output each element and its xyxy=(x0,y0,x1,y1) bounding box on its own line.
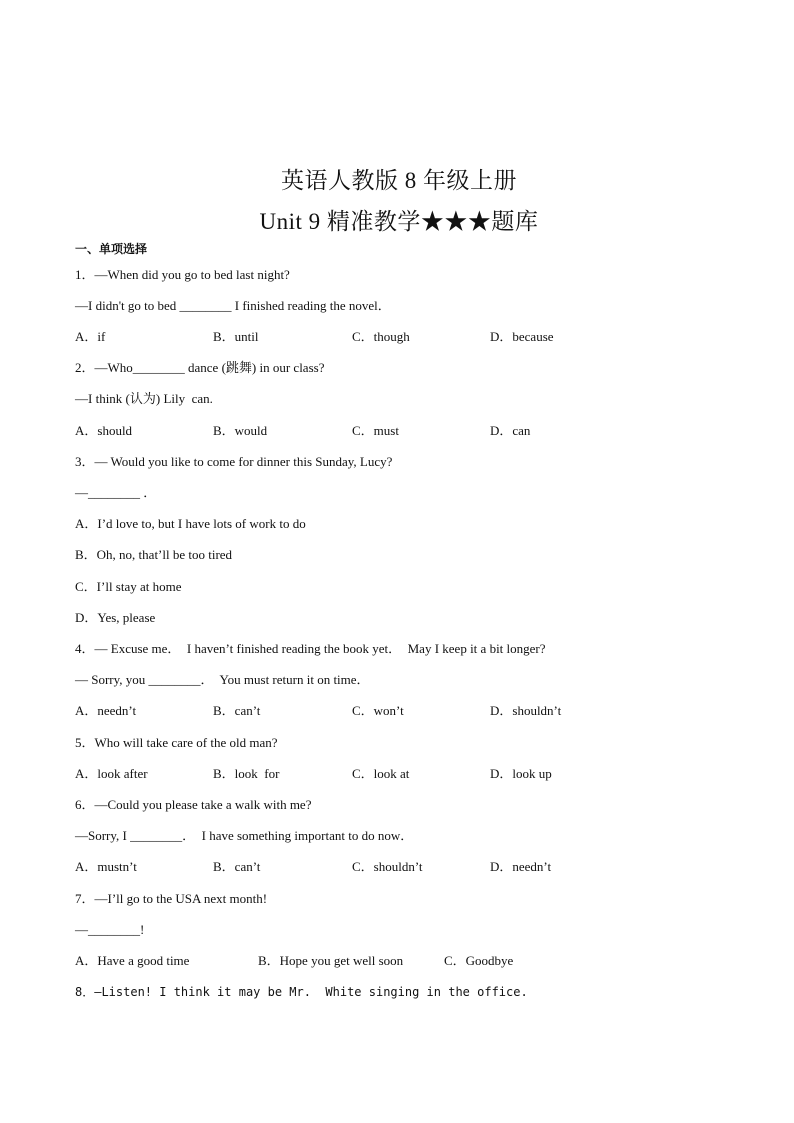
question-6-option-b: B．can’t xyxy=(213,859,261,874)
question-4-option-b: B．can’t xyxy=(213,703,261,718)
question-2-option-a: A．should xyxy=(75,423,133,438)
question-4-option-a: A．needn’t xyxy=(75,703,137,718)
question-1-option-d: D．because xyxy=(490,329,554,344)
question-3-option-b: B．Oh, no, that’ll be too tired xyxy=(75,547,233,562)
question-6-option-d: D．needn’t xyxy=(490,859,552,874)
question-6-option-c: C．shouldn’t xyxy=(352,859,423,874)
question-2-prompt: 2．—Who________ dance (跳舞) in our class? xyxy=(75,360,325,375)
question-2-option-d: D．can xyxy=(490,423,531,438)
question-3-option-d: D．Yes, please xyxy=(75,610,156,625)
question-1-prompt: 1．—When did you go to bed last night? xyxy=(75,267,290,282)
question-5-option-c: C．look at xyxy=(352,766,410,781)
question-5-prompt: 5．Who will take care of the old man? xyxy=(75,735,278,750)
question-1-option-a: A．if xyxy=(75,329,106,344)
question-3-response: —________ ． xyxy=(75,485,157,500)
question-3-prompt: 3．— Would you like to come for dinner this Sunday, Lucy? xyxy=(75,454,393,469)
section-heading: 一、单项选择 xyxy=(75,242,148,256)
question-5-option-b: B．look for xyxy=(213,766,280,781)
question-1-option-c: C．though xyxy=(352,329,410,344)
question-5-option-d: D．look up xyxy=(490,766,552,781)
question-3-option-a: A．I’d love to, but I have lots of work to do xyxy=(75,516,306,531)
question-2-option-b: B．would xyxy=(213,423,268,438)
question-6-prompt: 6．—Could you please take a walk with me? xyxy=(75,797,312,812)
question-1-response: —I didn't go to bed ________ I finished reading the novel． xyxy=(75,298,391,313)
question-3-option-c: C．I’ll stay at home xyxy=(75,579,182,594)
question-7-response: —________! xyxy=(75,922,145,937)
question-7-option-a: A．Have a good time xyxy=(75,953,190,968)
question-4-option-d: D．shouldn’t xyxy=(490,703,562,718)
question-4-prompt: 4．— Excuse me． I haven’t finished reading the book yet． May I keep it a bit longer? xyxy=(75,641,546,656)
question-6-option-a: A．mustn’t xyxy=(75,859,137,874)
question-8-prompt: 8．—Listen! I think it may be Mr. White singing in the office. xyxy=(75,985,528,999)
question-1-option-b: B．until xyxy=(213,329,259,344)
question-7-prompt: 7．—I’ll go to the USA next month! xyxy=(75,891,268,906)
question-4-option-c: C．won’t xyxy=(352,703,404,718)
question-5-option-a: A．look after xyxy=(75,766,148,781)
document-title: 英语人教版 8 年级上册 xyxy=(281,168,517,193)
question-7-option-c: C．Goodbye xyxy=(444,953,514,968)
question-6-response: —Sorry, I ________． I have something important to do now． xyxy=(75,828,414,843)
question-2-response: —I think (认为) Lily can. xyxy=(75,391,213,406)
question-7-option-b: B．Hope you get well soon xyxy=(258,953,404,968)
question-4-response: — Sorry, you ________． You must return it on time． xyxy=(75,672,370,687)
document-subtitle: Unit 9 精准教学★★★题库 xyxy=(259,209,539,234)
question-2-option-c: C．must xyxy=(352,423,399,438)
